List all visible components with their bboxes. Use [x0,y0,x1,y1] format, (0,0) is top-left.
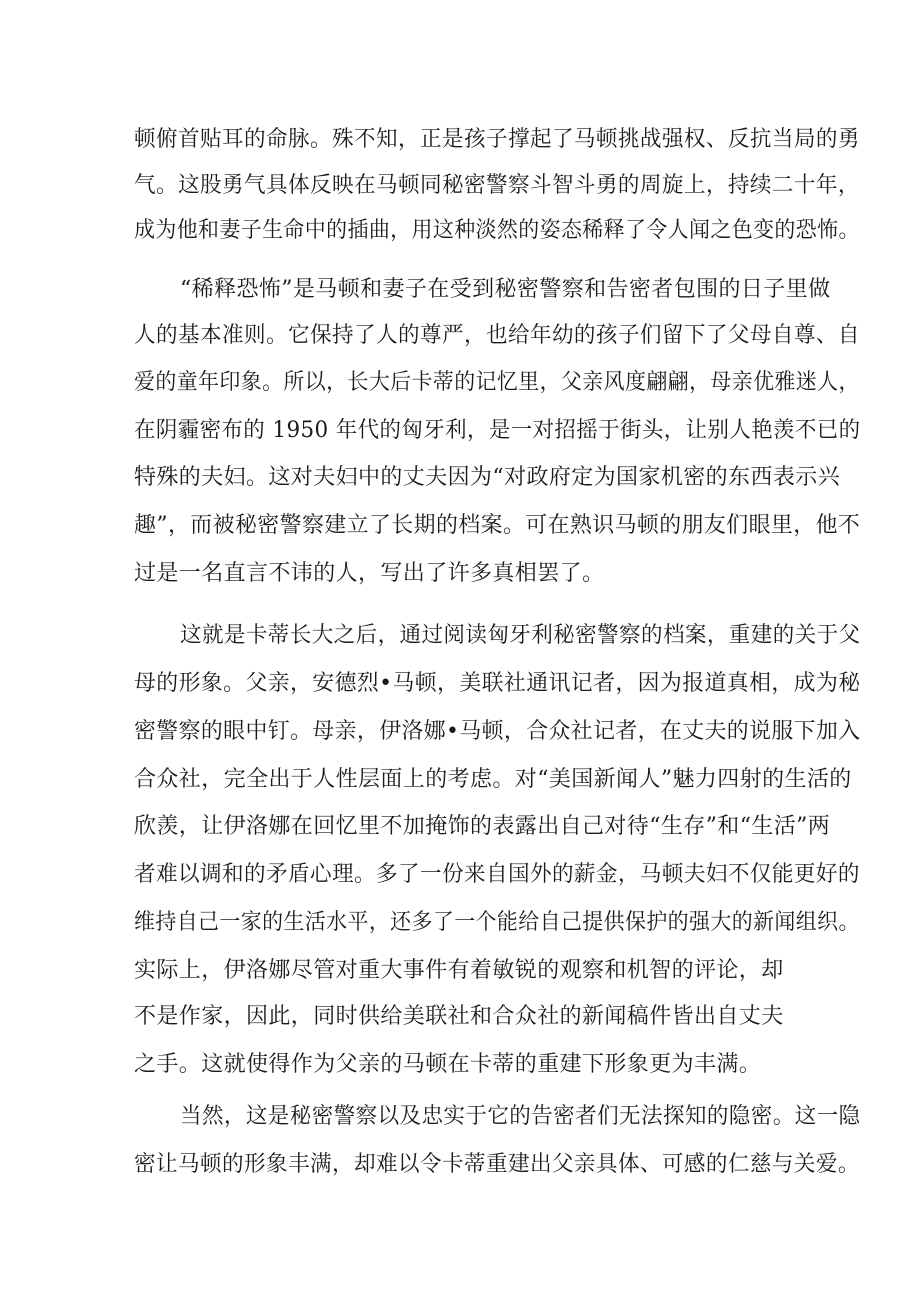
paragraph-3-line-9: 不是作家，因此，同时供给美联社和合众社的新闻稿件皆出自丈夫 [134,1004,784,1029]
paragraph-2-line-7: 过是一名直言不讳的人，写出了许多真相罢了。 [134,561,605,586]
paragraph-4-line-1: 当然，这是秘密警察以及忠实于它的告密者们无法探知的隐密。这一隐 [180,1104,861,1129]
paragraph-1-line-3: 成为他和妻子生命中的插曲，用这种淡然的姿态稀释了令人闻之色变的恐怖。 [134,218,860,243]
paragraph-1-line-2: 气。这股勇气具体反映在马顿同秘密警察斗智斗勇的周旋上，持续二十年， [134,173,860,198]
paragraph-2-line-6: 趣”，而被秘密警察建立了长期的档案。可在熟识马顿的朋友们眼里，他不 [134,513,861,538]
paragraph-3-line-3: 密警察的眼中钉。母亲，伊洛娜•马顿，合众社记者，在丈夫的说服下加入 [134,719,861,744]
paragraph-3-line-1: 这就是卡蒂长大之后，通过阅读匈牙利秘密警察的档案，重建的关于父 [180,623,861,648]
paragraph-1-line-1: 顿俯首贴耳的命脉。殊不知，正是孩子撑起了马顿挑战强权、反抗当局的勇 [134,127,860,152]
paragraph-3-line-8: 实际上，伊洛娜尽管对重大事件有着敏锐的观察和机智的评论，却 [134,958,784,983]
paragraph-2-line-4: 在阴霾密布的 1950 年代的匈牙利，是一对招摇于街头，让别人艳羡不已的 [134,418,861,443]
paragraph-3-line-5: 欣羡，让伊洛娜在回忆里不加掩饰的表露出自己对待“生存”和“生活”两 [134,814,831,839]
paragraph-2-line-3: 爱的童年印象。所以，长大后卡蒂的记忆里，父亲风度翩翩，母亲优雅迷人， [134,370,860,395]
paragraph-4-line-2: 密让马顿的形象丰满，却难以令卡蒂重建出父亲具体、可感的仁慈与关爱。 [134,1152,860,1177]
paragraph-3-line-10: 之手。这就使得作为父亲的马顿在卡蒂的重建下形象更为丰满。 [134,1052,762,1077]
paragraph-3-line-7: 维持自己一家的生活水平，还多了一个能给自己提供保护的强大的新闻组织。 [134,910,860,935]
paragraph-3-line-2: 母的形象。父亲，安德烈•马顿，美联社通讯记者，因为报道真相，成为秘 [134,671,861,696]
paragraph-3-line-4: 合众社，完全出于人性层面上的考虑。对“美国新闻人”魅力四射的生活的 [134,767,852,792]
paragraph-2-line-5: 特殊的夫妇。这对夫妇中的丈夫因为“对政府定为国家机密的东西表示兴 [134,465,841,490]
paragraph-3-line-6: 者难以调和的矛盾心理。多了一份来自国外的薪金，马顿夫妇不仅能更好的 [134,862,860,887]
paragraph-2-line-1: “稀释恐怖”是马顿和妻子在受到秘密警察和告密者包围的日子里做 [180,277,831,302]
paragraph-2-line-2: 人的基本准则。它保持了人的尊严，也给年幼的孩子们留下了父母自尊、自 [134,323,860,348]
